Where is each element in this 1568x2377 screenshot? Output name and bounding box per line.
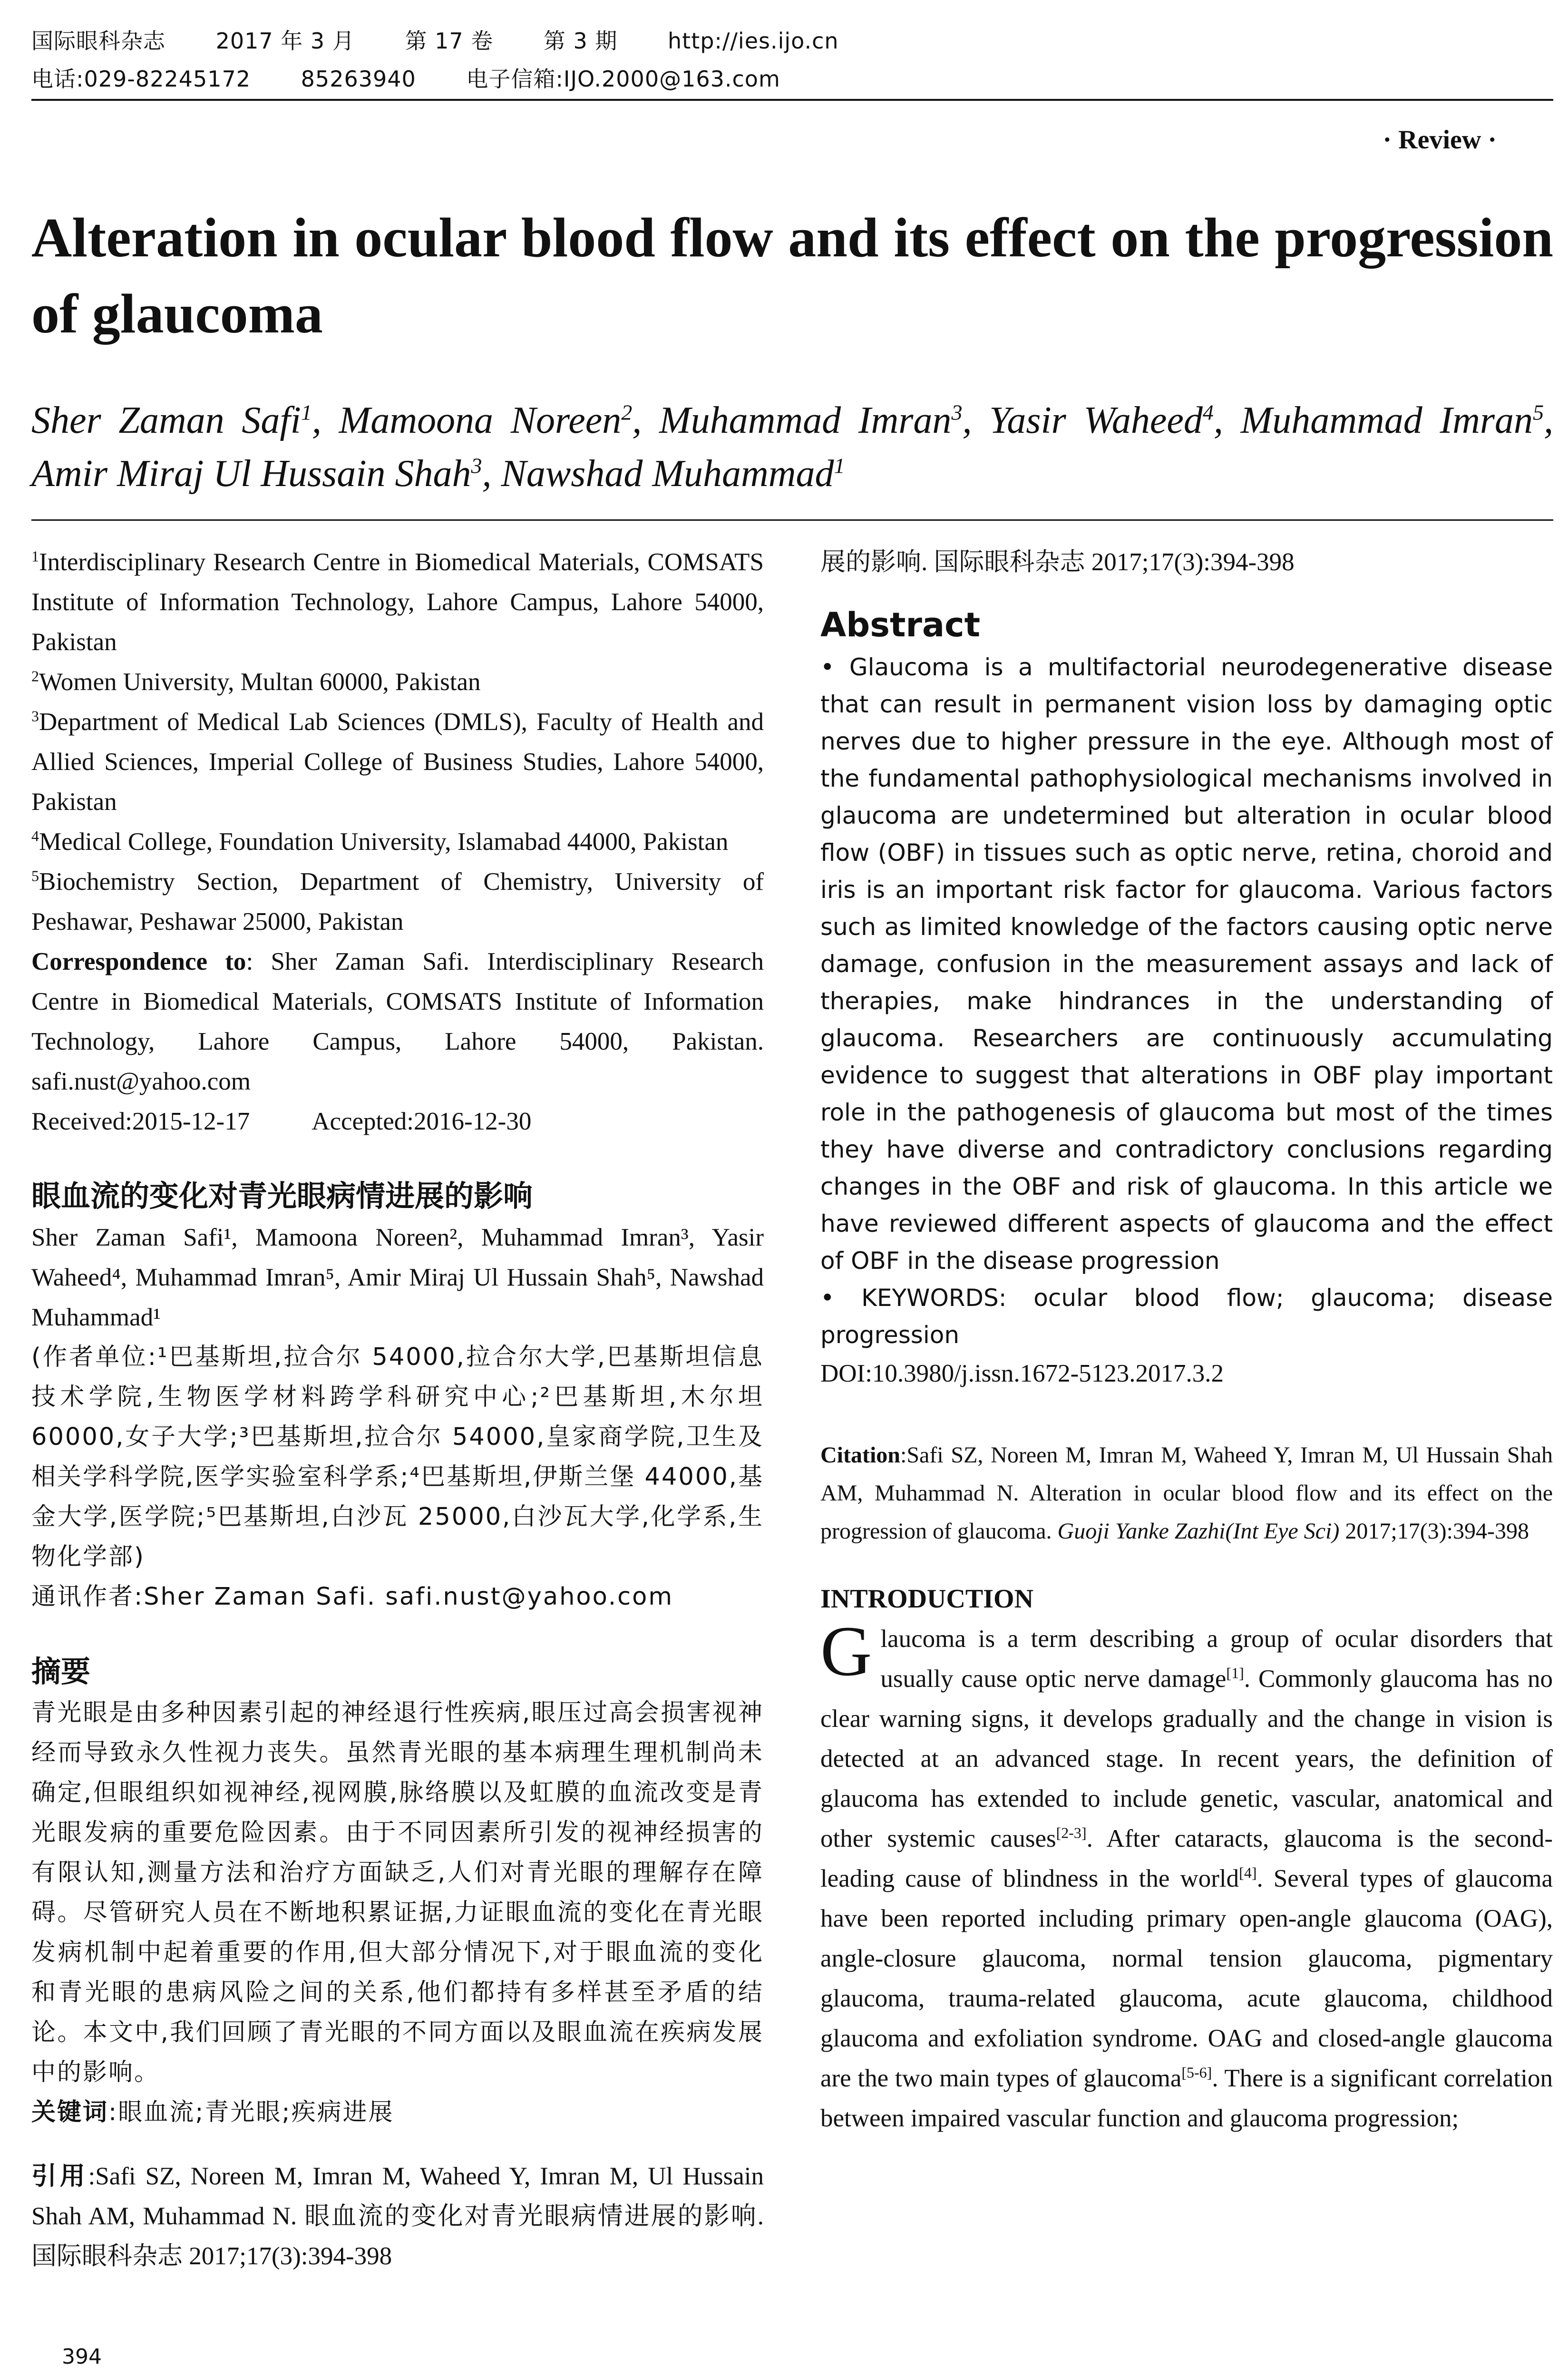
- drop-cap: G: [820, 1612, 872, 1691]
- affiliation: $^4$Medical College, Foundation University, Islamabad 44000, Pakistan: [31, 827, 729, 856]
- introduction-heading: INTRODUCTION: [820, 1584, 1034, 1614]
- author-name: Yasir Waheed: [989, 399, 1203, 441]
- authors-rule: [31, 519, 1553, 521]
- correspondence: Correspondence to: Sher Zaman Safi. Interdisciplinary Research Centre in Biomedical Materials, COMSATS Institute of Information Technology, Lahore Campus, Lahore 54000, Pakistan. safi.nust@yahoo.com: [31, 948, 764, 1095]
- author-sup: 1: [301, 400, 312, 425]
- author-sup: 3: [951, 400, 963, 425]
- cn-abstract-heading: 摘要: [31, 1654, 91, 1689]
- left-column: [31, 542, 764, 2276]
- header-issue: 第 3 期: [543, 28, 618, 54]
- citation: Citation:Safi SZ, Noreen M, Imran M, Waheed Y, Imran M, Ul Hussain Shah AM, Muhammad N. Alteration in ocular blood flow and its effect on the progression of glaucoma. Guoji Yanke Zazhi(Int Eye Sci) 2017;17(3):394-398: [820, 1442, 1553, 1544]
- author-sup: 1: [834, 453, 845, 478]
- author-list: Sher Zaman Safi$^1$, Mamoona Noreen$^2$, Muhammad Imran$^3$, Yasir Waheed$^4$, Muhammad Imran$^5$, Amir Miraj Ul Hussain Shah$^3$, Nawshad Muhammad$^1$: [31, 399, 1554, 495]
- header-journal-name: 国际眼科杂志: [31, 28, 166, 54]
- header-rule: [31, 99, 1553, 101]
- header-email: 电子信箱:IJO.2000@163.com: [466, 66, 780, 92]
- header-date: 2017 年 3 月: [215, 28, 355, 54]
- abstract-heading: Abstract: [820, 605, 981, 644]
- journal-header-line1: [31, 24, 882, 55]
- introduction-body: Glaucoma is a term describing a group of ocular disorders that usually cause optic nerve damage[1]. Commonly glaucoma has no clear warning signs, it develops gradually and the change in vision is detected at an advanced stage. In recent years, the definition of glaucoma has extended to include genetic, vascular, anatomical and other systemic causes[2-3]. After cataracts, glaucoma is the second-leading cause of blindness in the world[4]. Several types of glaucoma have been reported including primary open-angle glaucoma (OAG), angle-closure glaucoma, normal tension glaucoma, pigmentary glaucoma, trauma-related glaucoma, acute glaucoma, childhood glaucoma and exfoliation syndrome. OAG and closed-angle glaucoma are the two main types of glaucoma[5-6]. There is a significant correlation between impaired vascular function and glaucoma progression;: [820, 1612, 1553, 2132]
- correspondence-label: Correspondence to: [31, 948, 246, 975]
- header-phone2: 85263940: [301, 66, 416, 92]
- author-sup: 4: [1202, 400, 1214, 425]
- author-name: Amir Miraj Ul Hussain Shah: [31, 453, 471, 495]
- header-volume: 第 17 卷: [405, 28, 494, 54]
- author-name: Muhammad Imran: [1240, 399, 1533, 441]
- author-name: Nawshad Muhammad: [501, 453, 834, 495]
- affiliation: $^1$Interdisciplinary Research Centre in Biomedical Materials, COMSATS Institute of Information Technology, Lahore Campus, Lahore 54000, Pakistan: [31, 547, 764, 656]
- section-label: · Review ·: [1383, 125, 1497, 155]
- author-sup: 5: [1533, 400, 1544, 425]
- abstract-keywords: • KEYWORDS: ocular blood flow; glaucoma; disease progression: [820, 1284, 1553, 1349]
- affiliation: $^3$Department of Medical Lab Sciences (DMLS), Faculty of Health and Allied Sciences, Imperial College of Business Studies, Lahore 54000, Pakistan: [31, 707, 764, 816]
- cn-citation-continued: 展的影响. 国际眼科杂志 2017;17(3):394-398: [820, 548, 1295, 576]
- header-phone: 电话:029-82245172: [31, 66, 251, 92]
- doi: DOI:10.3980/j.issn.1672-5123.2017.3.2: [820, 1360, 1224, 1387]
- author-sup: 3: [471, 453, 482, 478]
- cn-units: (作者单位:¹巴基斯坦,拉合尔 54000,拉合尔大学,巴基斯坦信息技术学院,生物医学材料跨学科研究中心;²巴基斯坦,木尔坦 60000,女子大学;³巴基斯坦,拉合尔 54000,皇家商学院,卫生及相关学科学院,医学实验室科学系;⁴巴基斯坦,伊斯兰堡 44000,基金大学,医学院;⁵巴基斯坦,白沙瓦 25000,白沙瓦大学,化学系,生物化学部): [31, 1343, 764, 1571]
- cn-abstract: 青光眼是由多种因素引起的神经退行性疾病,眼压过高会损害视神经而导致永久性视力丧失。虽然青光眼的基本病理生理机制尚未确定,但眼组织如视神经,视网膜,脉络膜以及虹膜的血流改变是青光眼发病的重要危险因素。由于不同因素所引发的视神经损害的有限认知,测量方法和治疗方面缺乏,人们对青光眼的理解存在障碍。尽管研究人员在不断地积累证据,力证眼血流的变化在青光眼发病机制中起着重要的作用,但大部分情况下,对于眼血流的变化和青光眼的患病风险之间的关系,他们都持有多样甚至矛盾的结论。本文中,我们回顾了青光眼的不同方面以及眼血流在疾病发展中的影响。: [31, 1699, 764, 2086]
- author-sup: 2: [621, 400, 633, 425]
- affiliation: $^2$Women University, Multan 60000, Pakistan: [31, 667, 481, 696]
- right-column: [820, 542, 1553, 2138]
- cn-keywords: 关键词:眼血流;青光眼;疾病进展: [31, 2098, 394, 2126]
- journal-header-line2: [31, 62, 823, 93]
- received-accepted: Received:2015-12-17 Accepted:2016-12-30: [31, 1108, 532, 1135]
- abstract-body: • Glaucoma is a multifactorial neurodegenerative disease that can result in permanent vision loss by damaging optic nerves due to higher pressure in the eye. Although most of the fundamental pathophysiological mechanisms involved in glaucoma are undetermined but alteration in ocular blood flow (OBF) in tissues such as optic nerve, retina, choroid and iris is an important risk factor for glaucoma. Various factors such as limited knowledge of the factors causing optic nerve damage, confusion in the measurement assays and lack of therapies, make hindrances in the understanding of glaucoma. Researchers are continuously accumulating evidence to suggest that alterations in OBF play important role in the pathogenesis of glaucoma but most of the times they have diverse and contradictory conclusions regarding changes in the OBF and risk of glaucoma. In this article we have reviewed different aspects of glaucoma and the effect of OBF in the disease progression: [820, 653, 1553, 1275]
- author-name: Sher Zaman Safi: [31, 399, 301, 441]
- author-name: Muhammad Imran: [659, 399, 952, 441]
- accepted-date: Accepted:2016-12-30: [312, 1108, 532, 1135]
- article-title: Alteration in ocular blood flow and its effect on the progression of glaucoma: [31, 206, 1553, 345]
- affiliation: $^5$Biochemistry Section, Department of Chemistry, University of Peshawar, Peshawar 25000, Pakistan: [31, 867, 764, 935]
- cn-correspondence: 通讯作者:Sher Zaman Safi. safi.nust@yahoo.com: [31, 1583, 674, 1611]
- citation-journal: Guoji Yanke Zazhi(Int Eye Sci): [1057, 1519, 1340, 1544]
- cn-title: 眼血流的变化对青光眼病情进展的影响: [31, 1179, 533, 1213]
- author-name: Mamoona Noreen: [339, 399, 622, 441]
- header-url: http://ies.ijo.cn: [668, 28, 839, 54]
- cn-citation: 引用:Safi SZ, Noreen M, Imran M, Waheed Y, Imran M, Ul Hussain Shah AM, Muhammad N. 眼血流的变化对青光眼病情进展的影响. 国际眼科杂志 2017;17(3):394-398: [31, 2162, 764, 2270]
- page-number: 394: [62, 2345, 102, 2369]
- cn-authors: Sher Zaman Safi¹, Mamoona Noreen², Muhammad Imran³, Yasir Waheed⁴, Muhammad Imran⁵, Amir Miraj Ul Hussain Shah⁵, Nawshad Muhammad¹: [31, 1224, 764, 1331]
